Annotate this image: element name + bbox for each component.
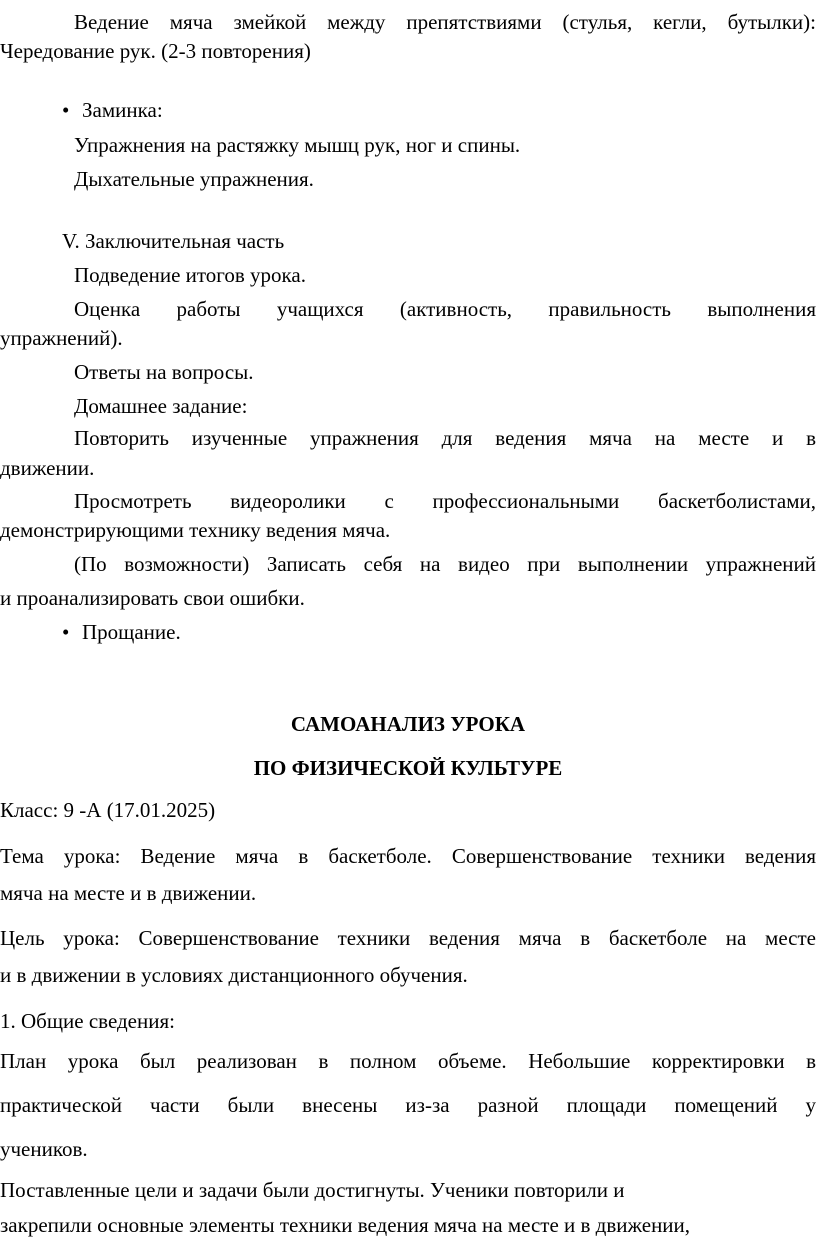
analysis-class: Класс: 9 -А (17.01.2025): [0, 798, 216, 822]
heading-physical-culture: ПО ФИЗИЧЕСКОЙ КУЛЬТУРЕ: [253, 756, 563, 780]
analysis-goals-line-2: закрепили основные элементы техники ведения мяча на месте и в движении,: [0, 1213, 691, 1237]
paragraph-dribbling-line-1: Ведение мяча змейкой между препятствиями (стулья, кегли, бутылки):: [74, 10, 816, 34]
homework-item-3-line-1: (По возможности) Записать себя на видео при выполнении упражнений: [74, 552, 816, 576]
bullet-icon: •: [62, 98, 70, 122]
heading-self-analysis: САМОАНАЛИЗ УРОКА: [290, 712, 526, 736]
section-title-conclusion: V. Заключительная часть: [62, 229, 285, 253]
homework-item-2-line-1: Просмотреть видеоролики с профессиональными баскетболистами,: [74, 489, 816, 513]
cooldown-item-stretching: Упражнения на растяжку мышц рук, ног и спины.: [74, 133, 521, 157]
analysis-goal-line-2: и в движении в условиях дистанционного обучения.: [0, 963, 468, 987]
bullet-icon: •: [62, 620, 70, 644]
conclusion-assessment-line-2: упражнений).: [0, 326, 123, 350]
farewell-text: Прощание.: [82, 620, 181, 644]
paragraph-dribbling-line-2: Чередование рук. (2-3 повторения): [0, 39, 311, 63]
conclusion-assessment-line-1: Оценка работы учащихся (активность, правильность выполнения: [74, 297, 816, 321]
homework-item-1-line-2: движении.: [0, 456, 95, 480]
analysis-plan-line-1: План урока был реализован в полном объеме. Небольшие корректировки в: [0, 1049, 816, 1073]
analysis-plan-line-2: практической части были внесены из-за разной площади помещений у: [0, 1093, 816, 1117]
conclusion-homework: Домашнее задание:: [74, 394, 248, 418]
cooldown-item-breathing: Дыхательные упражнения.: [74, 167, 314, 191]
bullet-cooldown: [62, 97, 762, 123]
analysis-topic-line-2: мяча на месте и в движении.: [0, 881, 257, 905]
analysis-topic-line-1: Тема урока: Ведение мяча в баскетболе. Совершенствование техники ведения: [0, 844, 816, 868]
homework-item-3-line-2: и проанализировать свои ошибки.: [0, 586, 305, 610]
cooldown-title: Заминка:: [82, 98, 163, 122]
homework-item-1-line-1: Повторить изученные упражнения для ведения мяча на месте и в: [74, 426, 816, 450]
bullet-farewell: [62, 619, 762, 645]
analysis-general-info: 1. Общие сведения:: [0, 1009, 175, 1033]
homework-item-2-line-2: демонстрирующими технику ведения мяча.: [0, 518, 391, 542]
analysis-goal-line-1: Цель урока: Совершенствование техники ведения мяча в баскетболе на месте: [0, 926, 816, 950]
conclusion-summary: Подведение итогов урока.: [74, 263, 306, 287]
analysis-plan-line-3: учеников.: [0, 1137, 88, 1161]
conclusion-answers: Ответы на вопросы.: [74, 360, 254, 384]
analysis-goals-line-1: Поставленные цели и задачи были достигнуты. Ученики повторили и: [0, 1178, 625, 1202]
